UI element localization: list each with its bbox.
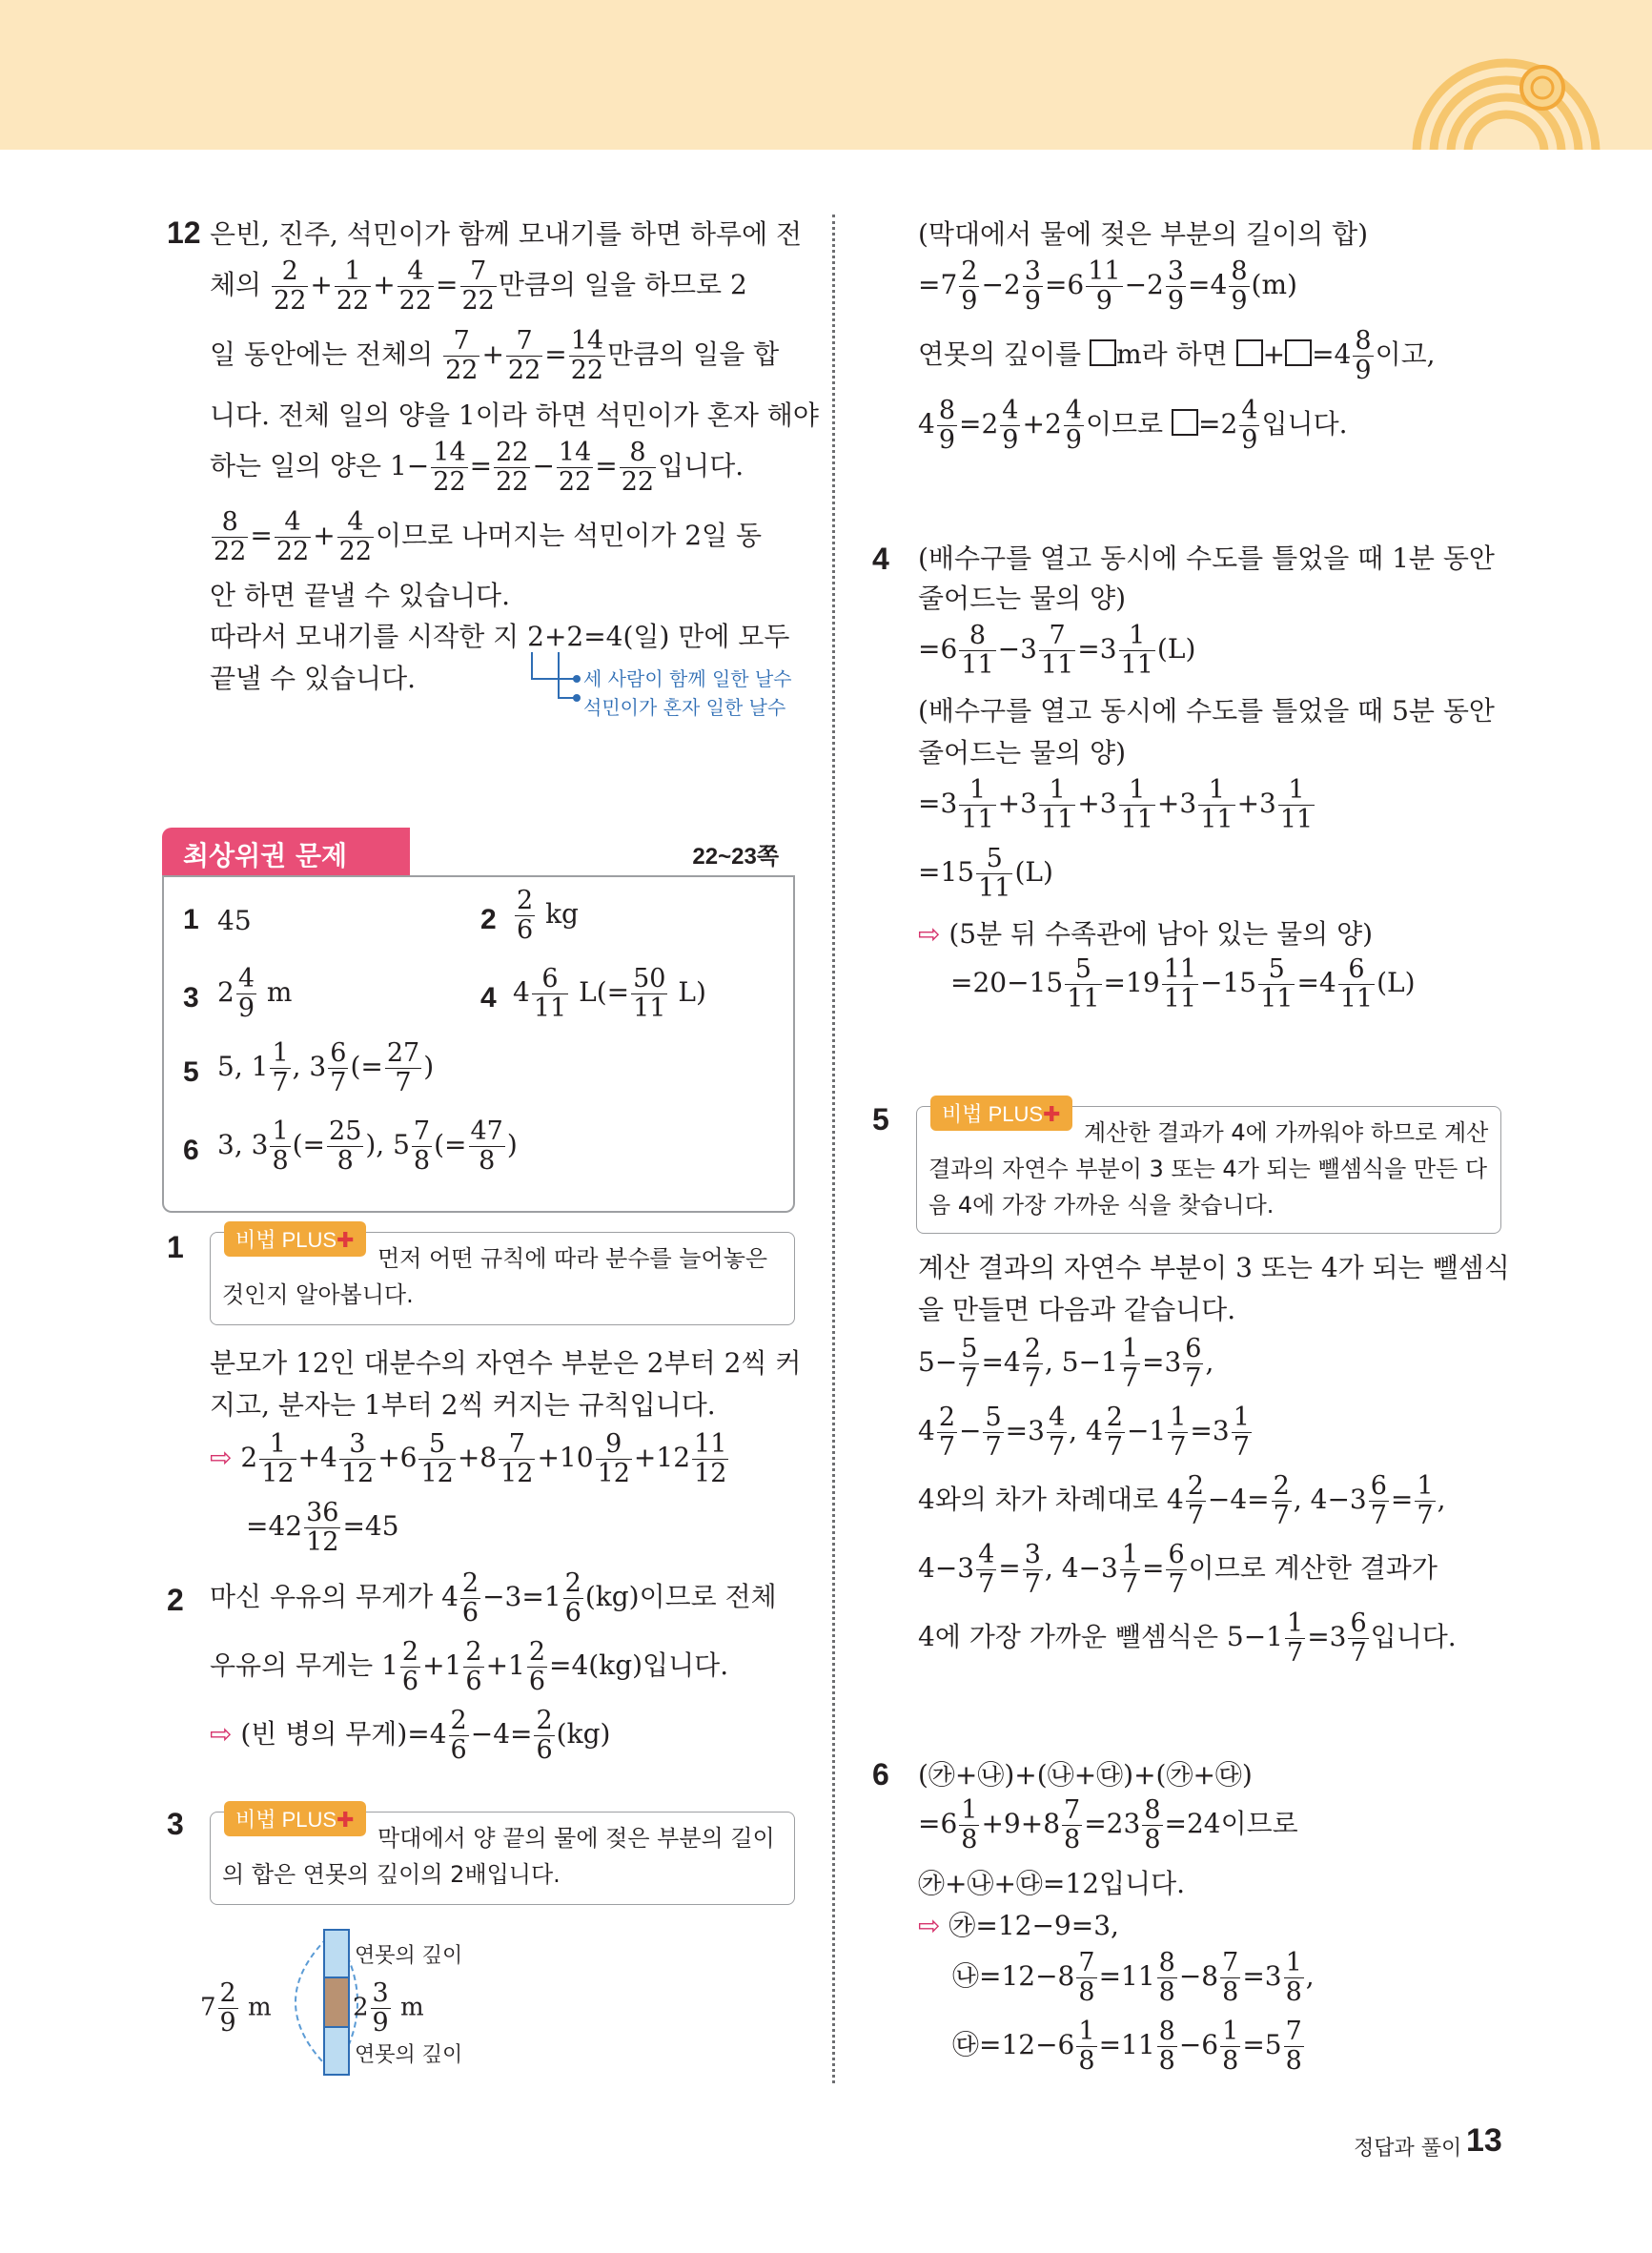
solution-line: 지고, 분자는 1부터 2씩 커지는 규칙입니다. — [210, 1389, 716, 1421]
solution-line: 4 $\frac{8}{9}$ =2 $\frac{4}{9}$ +2 $\frac{4}{9}$ 이므로 =2 $\frac{4}{9}$ 입니다. — [918, 396, 1348, 455]
tip-text: 것인지 알아봅니다. — [222, 1281, 414, 1308]
answer-number: 1 — [183, 904, 199, 935]
problem-number: 4 — [872, 542, 889, 576]
spiral-decoration-icon — [1373, 38, 1630, 150]
problem-number: 1 — [167, 1230, 184, 1264]
answer-number: 5 — [183, 1056, 199, 1088]
answer-box — [162, 875, 795, 1213]
answer-value: 45 — [217, 905, 252, 936]
tip-text: 계산한 결과가 4에 가까워야 하므로 계산 — [1084, 1119, 1489, 1146]
solution-line: =6 $\frac{8}{11}$ −3 $\frac{7}{11}$ =3 $\frac{1}{11}$ (L) — [918, 621, 1196, 680]
solution-line: 체의 $\frac{2}{22}$ + $\frac{1}{22}$ + $\frac{4}{22}$ = $\frac{7}{22}$ 만큼의 일을 하므로 2 — [210, 256, 747, 316]
solution-line: =42 $\frac{36}{12}$ =45 — [246, 1498, 399, 1557]
solution-line: (배수구를 열고 동시에 수도를 틀었을 때 1분 동안 — [918, 543, 1495, 574]
solution-line: 연못의 깊이를 m라 하면 + =4 $\frac{8}{9}$ 이고, — [918, 326, 1436, 385]
annotation-note: 석민이가 혼자 일한 날수 — [583, 696, 786, 719]
solution-line: 5− $\frac{5}{7}$ =4 $\frac{2}{7}$ , 5−1 $\frac{1}{7}$ =3 $\frac{6}{7}$ , — [918, 1334, 1214, 1393]
footer-label: 정답과 풀이 — [1354, 2137, 1462, 2161]
solution-line: 우유의 무게는 1 $\frac{2}{6}$ +1 $\frac{2}{6}$ +1 $\frac{2}{6}$ =4(kg)입니다. — [210, 1637, 729, 1696]
answer-value: 2 $\frac{4}{9}$ m — [217, 964, 293, 1023]
solution-line: $\frac{8}{22}$ = $\frac{4}{22}$ + $\frac{4}{22}$ 이므로 나머지는 석민이가 2일 동 — [214, 507, 763, 566]
solution-line: 계산 결과의 자연수 부분이 3 또는 4가 되는 뺄셈식 — [918, 1252, 1510, 1283]
solution-line: 4에 가장 가까운 뺄셈식은 5−1 $\frac{1}{7}$ =3 $\frac{6}{7}$ 입니다. — [918, 1608, 1457, 1668]
stick-diagram — [200, 1926, 581, 2079]
tip-text: 먼저 어떤 규칙에 따라 분수를 늘어놓은 — [377, 1245, 768, 1272]
problem-number: 6 — [872, 1757, 889, 1792]
solution-line: (막대에서 물에 젖은 부분의 길이의 합) — [918, 218, 1369, 250]
problem-number: 12 — [167, 215, 201, 250]
solution-line: =7 $\frac{2}{9}$ −2 $\frac{3}{9}$ =6 $\frac{11}{9}$ −2 $\frac{3}{9}$ =4 $\frac{8}{9}$ (m) — [918, 256, 1297, 316]
solution-line: (㉮+㉯)+(㉯+㉰)+(㉮+㉰) — [918, 1759, 1253, 1791]
solution-line: 4−3 $\frac{4}{7}$ = $\frac{3}{7}$ , 4−3 $\frac{1}{7}$ = $\frac{6}{7}$ 이므로 계산한 결과가 — [918, 1540, 1438, 1599]
solution-line: 안 하면 끝낼 수 있습니다. — [210, 580, 510, 611]
tip-box — [210, 1228, 795, 1325]
solution-line: 4와의 차가 차례대로 4 $\frac{2}{7}$ −4= $\frac{2}{7}$ , 4−3 $\frac{6}{7}$ = $\frac{1}{7}$ , — [918, 1471, 1446, 1530]
answer-value: 5, 1 $\frac{1}{7}$ , 3 $\frac{6}{7}$ (= $\frac{27}{7}$ ) — [217, 1038, 435, 1097]
tip-badge: 비법 PLUS✚ — [224, 1801, 366, 1836]
solution-line: ㉮+㉯+㉰=12입니다. — [918, 1868, 1186, 1899]
tip-text: 음 4에 가장 가까운 식을 찾습니다. — [928, 1192, 1275, 1219]
solution-line: ⇨ (빈 병의 무게)=4 $\frac{2}{6}$ −4= $\frac{2}{6}$ (kg) — [210, 1706, 611, 1765]
blank-box — [1090, 339, 1116, 366]
blank-box — [1172, 409, 1198, 436]
answer-value: $\frac{2}{6}$ kg — [517, 886, 579, 945]
solution-line: (배수구를 열고 동시에 수도를 틀었을 때 5분 동안 — [918, 695, 1495, 727]
problem-number: 2 — [167, 1583, 184, 1617]
page-number: 13 — [1466, 2122, 1502, 2159]
answer-number: 4 — [480, 982, 497, 1014]
problem-number: 5 — [872, 1102, 889, 1137]
solution-line: 끝낼 수 있습니다. — [210, 663, 417, 694]
diagram-label: 연못의 깊이 — [355, 1944, 463, 1968]
arrow-icon: ⇨ — [918, 918, 941, 950]
solution-line: 하는 일의 양은 1− $\frac{14}{22}$ = $\frac{22}{22}$ − $\frac{14}{22}$ = $\frac{8}{22}$ 입니다. — [210, 438, 744, 497]
tip-box — [210, 1808, 795, 1905]
solution-line: ⇨ (5분 뒤 수족관에 남아 있는 물의 양) — [918, 918, 1374, 950]
solution-line: 줄어드는 물의 양) — [918, 737, 1127, 768]
solution-line: 니다. 전체 일의 양을 1이라 하면 석민이가 혼자 해야 — [210, 399, 819, 431]
diagram-label: 2 $\frac{3}{9}$ m — [353, 1978, 424, 2038]
answer-number: 3 — [183, 982, 199, 1014]
solution-line: 4 $\frac{2}{7}$ − $\frac{5}{7}$ =3 $\frac{4}{7}$ , 4 $\frac{2}{7}$ −1 $\frac{1}{7}$ =3 $\frac{1}{7}$ — [918, 1403, 1250, 1462]
solution-line: 따라서 모내기를 시작한 지 2+2=4(일) 만에 모두 — [210, 621, 790, 652]
solution-line: ⇨ 2 $\frac{1}{12}$ +4 $\frac{3}{12}$ +6 $\frac{5}{12}$ +8 $\frac{7}{12}$ +10 $\frac{9}{12}$ +12 $\frac{11}{12}$ — [210, 1429, 727, 1488]
solution-line: ㉯=12−8 $\frac{7}{8}$ =11 $\frac{8}{8}$ −8 $\frac{7}{8}$ =3 $\frac{1}{8}$ , — [952, 1948, 1315, 2007]
tip-badge: 비법 PLUS✚ — [224, 1221, 366, 1257]
arrow-icon: ⇨ — [210, 1442, 233, 1473]
blank-box — [1236, 339, 1263, 366]
annotation-bracket — [524, 650, 581, 707]
column-divider — [832, 215, 835, 2083]
diagram-label: 7 $\frac{2}{9}$ m — [200, 1978, 272, 2038]
tip-badge: 비법 PLUS✚ — [930, 1096, 1072, 1131]
solution-line: 일 동안에는 전체의 $\frac{7}{22}$ + $\frac{7}{22}$ = $\frac{14}{22}$ 만큼의 일을 합 — [210, 326, 780, 385]
arrow-icon: ⇨ — [918, 1910, 941, 1941]
solution-line: =15 $\frac{5}{11}$ (L) — [918, 844, 1053, 903]
solution-line: =20−15 $\frac{5}{11}$ =19 $\frac{11}{11}$ −15 $\frac{5}{11}$ =4 $\frac{6}{11}$ (L) — [950, 954, 1416, 1014]
answer-number: 6 — [183, 1135, 199, 1166]
solution-line: 을 만들면 다음과 같습니다. — [918, 1294, 1236, 1325]
answer-number: 2 — [480, 904, 497, 935]
solution-line: =6 $\frac{1}{8}$ +9+8 $\frac{7}{8}$ =23 $\frac{8}{8}$ =24이므로 — [918, 1795, 1298, 1854]
problem-number: 3 — [167, 1807, 184, 1841]
tip-box — [916, 1102, 1501, 1234]
diagram-label: 연못의 깊이 — [355, 2043, 463, 2067]
page-range: 22~23쪽 — [692, 844, 779, 870]
solution-line: 은빈, 진주, 석민이가 함께 모내기를 하면 하루에 전 — [210, 218, 803, 250]
arrow-icon: ⇨ — [210, 1718, 233, 1750]
solution-line: =3 $\frac{1}{11}$ +3 $\frac{1}{11}$ +3 $\frac{1}{11}$ +3 $\frac{1}{11}$ +3 $\frac{1}{11}$ — [918, 775, 1314, 834]
solution-line: 줄어드는 물의 양) — [918, 583, 1127, 614]
answer-title-tab: 최상위권 문제 — [162, 828, 410, 875]
tip-text: 막대에서 양 끝의 물에 젖은 부분의 길이 — [377, 1825, 775, 1852]
blank-box — [1285, 339, 1312, 366]
solution-line: 분모가 12인 대분수의 자연수 부분은 2부터 2씩 커 — [210, 1347, 802, 1379]
annotation-note: 세 사람이 함께 일한 날수 — [583, 667, 792, 690]
tip-text: 의 합은 연못의 깊이의 2배입니다. — [222, 1861, 561, 1888]
solution-line: ㉰=12−6 $\frac{1}{8}$ =11 $\frac{8}{8}$ −6 $\frac{1}{8}$ =5 $\frac{7}{8}$ — [952, 2017, 1302, 2076]
solution-line: ⇨ ㉮=12−9=3, — [918, 1910, 1119, 1941]
solution-line: 마신 우유의 무게가 4 $\frac{2}{6}$ −3=1 $\frac{2}{6}$ (kg)이므로 전체 — [210, 1568, 777, 1628]
answer-value: 3, 3 $\frac{1}{8}$ (= $\frac{25}{8}$ ), 5 $\frac{7}{8}$ (= $\frac{47}{8}$ ) — [217, 1116, 518, 1176]
tip-text: 결과의 자연수 부분이 3 또는 4가 되는 뺄셈식을 만든 다 — [928, 1156, 1488, 1182]
answer-header — [162, 828, 794, 875]
answer-value: 4 $\frac{6}{11}$ L(= $\frac{50}{11}$ L) — [513, 964, 706, 1023]
